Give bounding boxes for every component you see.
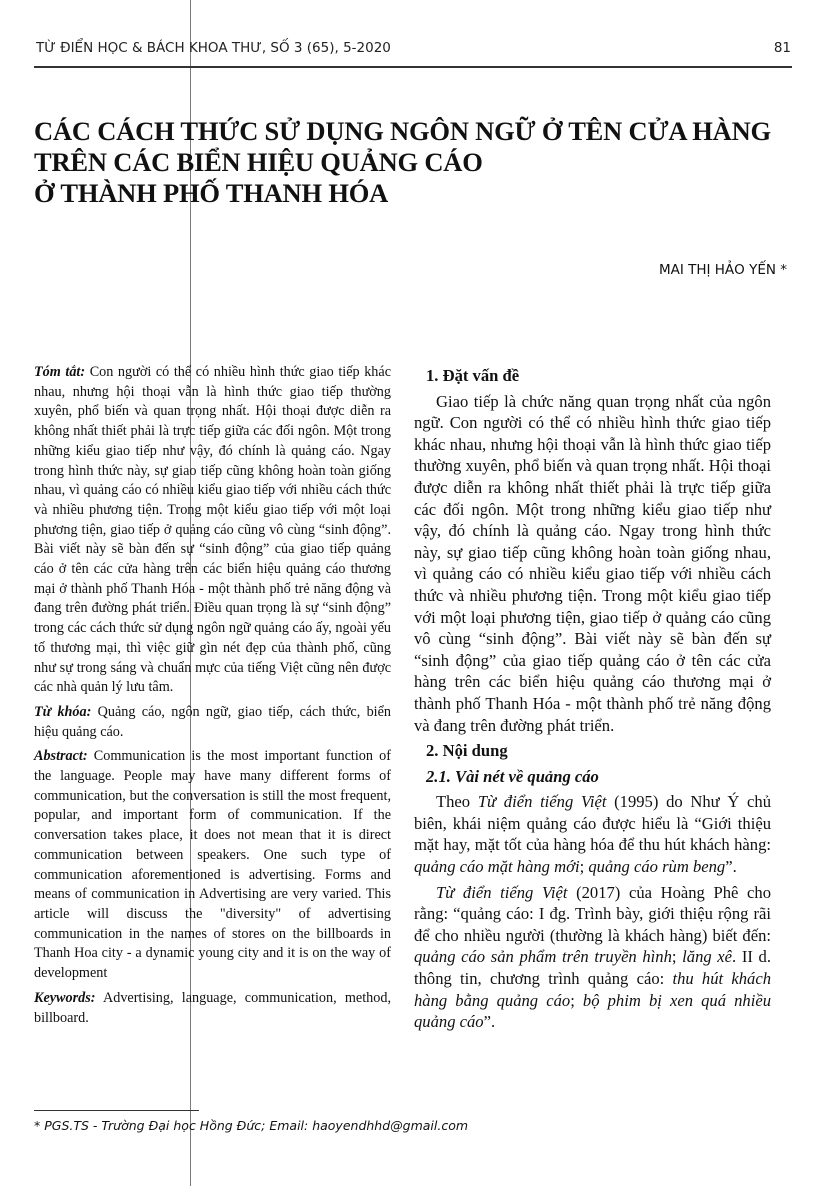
- paragraph: Giao tiếp là chức năng quan trọng nhất của ngôn ngữ. Con người có thể có nhiều hình thức giao tiếp khác nhau, nhưng hội thoại vẫn là hình thức giao tiếp thường xuyên, phổ biến và quan trọng nhất. Hội thoại được diễn ra không nhất thiết phải là trực tiếp giữa các đối ngôn. Một trong những kiểu giao tiếp như vậy, đó chính là quảng cáo. Ngay trong hình thức này, sự giao tiếp cũng không hoàn toàn giống nhau, vì quảng cáo có nhiều kiểu giao tiếp với nhiều cách thức và nhiều phương tiện. Trong một kiểu giao tiếp với một loại phương tiện, giao tiếp ở quảng cáo cũng vô cùng “sinh động”. Bài viết này sẽ bàn đến sự “sinh động” của giao tiếp quảng cáo ở tên các cửa hàng trên các biển hiệu quảng cáo thương mại ở thành phố Thanh Hóa - một thành phố trẻ năng động và đang trên đường phát triển.: [414, 391, 771, 735]
- keywords-vi-text: Quảng cáo, ngôn ngữ, giao tiếp, cách thức, biển hiệu quảng cáo.: [34, 703, 391, 740]
- abstract-vi-label: Tóm tắt:: [34, 364, 86, 380]
- keywords-en-text: Advertising, language, communication, method, billboard.: [34, 989, 391, 1026]
- footnote-rule: [34, 1110, 199, 1111]
- running-header: [36, 40, 791, 56]
- header-rule: [34, 66, 792, 68]
- paragraph: [414, 882, 771, 1033]
- text: . II d. thông tin, chương trình quảng cáo:: [414, 947, 771, 989]
- text: ”.: [483, 1012, 496, 1032]
- abstract-en: [34, 747, 391, 983]
- text-italic: Từ điển tiếng Việt: [477, 792, 607, 812]
- abstract-en-text: Communication is the most important function of the language. People may have many different forms of communication, but the conversation is still the most frequent, popular, and important form of communication. If the conversation takes place, it does not mean that it is direct communication between speakers. One such type of communication aforementioned is advertising. Forms and means of communication in Advertising are very varied. This article will discuss the "diversity" of advertising communication in the names of stores on the billboards in Thanh Hoa city - a dynamic young city and it is on the way of development: [34, 748, 391, 982]
- text-italic: Từ điển tiếng Việt: [436, 882, 568, 902]
- text-italic: lăng xê: [682, 947, 733, 967]
- text: Theo: [436, 792, 478, 812]
- keywords-vi: [34, 703, 391, 742]
- journal-name: TỪ ĐIỂN HỌC & BÁCH KHOA THƯ, SỐ 3 (65), 5-2020: [36, 40, 391, 56]
- text-italic: quảng cáo sản phẩm trên truyền hình: [414, 947, 672, 967]
- abstract-vi: [34, 363, 391, 698]
- section-heading: 1. Đặt vấn đề: [426, 366, 520, 385]
- title-line: Ở THÀNH PHỐ THANH HÓA: [34, 178, 389, 208]
- text: ;: [579, 857, 589, 877]
- text: (1995) do Như Ý chủ biên, khái niệm quảng cáo được hiểu là “Giới thiệu mặt hay, mặt tốt của hàng hóa để thu hút khách hàng:: [414, 792, 771, 855]
- body-column: [414, 361, 771, 1037]
- text: ;: [671, 947, 683, 967]
- text: ;: [570, 990, 583, 1010]
- title-line: CÁC CÁCH THỨC SỬ DỤNG NGÔN NGỮ Ở TÊN CỬA HÀNG: [34, 116, 771, 146]
- text-italic: quảng cáo mặt hàng mới: [414, 857, 580, 877]
- text: ”.: [725, 857, 737, 877]
- text-italic: thu hút khách hàng bằng quảng cáo: [414, 969, 771, 1010]
- abstract-en-label: Abstract:: [34, 748, 88, 765]
- footnote: * PGS.TS - Trường Đại học Hồng Đức; Email: haoyendhhd@gmail.com: [34, 1118, 469, 1133]
- abstract-vi-text: Con người có thể có nhiều hình thức giao tiếp khác nhau, nhưng hội thoại vẫn là hình thức giao tiếp thường xuyên, phổ biến và quan trọng nhất. Hội thoại được diễn ra không nhất thiết phải là trực tiếp giữa các đối ngôn. Một trong những kiểu giao tiếp như vậy, đó chính là quảng cáo. Ngay trong hình thức này, sự giao tiếp cũng không hoàn toàn giống nhau, vì quảng cáo có nhiều kiểu giao tiếp với nhiều cách thức và nhiều phương tiện. Trong một kiểu giao tiếp với một loại phương tiện, giao tiếp ở quảng cáo cũng vô cùng “sinh động”. Bài viết này sẽ bàn đến sự “sinh động” của giao tiếp quảng cáo ở tên các cửa hàng trên các biển hiệu quảng cáo thương mại ở thành phố Thanh Hóa - một thành phố trẻ năng động và đang trên đường phát triển. Điều quan trọng là sự “sinh động” trong các cách thức sử dụng ngôn ngữ quảng cáo ấy, ngoài yếu tố thương mại, thì việc giữ gìn nét đẹp của thành phố, cũng như sự trong sáng và chuẩn mực của tiếng Việt cũng nên được các nhà quản lý lưu tâm.: [34, 364, 391, 696]
- author: MAI THỊ HẢO YẾN *: [658, 262, 787, 278]
- keywords-vi-label: Từ khóa:: [34, 703, 92, 720]
- text-italic: quảng cáo rùm beng: [588, 857, 726, 877]
- text: (2017) của Hoàng Phê cho rằng: “quảng cáo: I đg. Trình bày, giới thiệu rộng rãi để cho nhiều người (thường là khách hàng) biết đến:: [414, 882, 771, 945]
- text-italic: bộ phim bị xen quá nhiều quảng cáo: [414, 990, 771, 1032]
- subsection-heading: 2.1. Vài nét về quảng cáo: [426, 766, 599, 786]
- keywords-en: [34, 989, 391, 1028]
- keywords-en-label: Keywords:: [34, 989, 96, 1006]
- paragraph: [414, 791, 771, 877]
- title-line: TRÊN CÁC BIỂN HIỆU QUẢNG CÁO: [34, 147, 483, 177]
- section-heading: 2. Nội dung: [426, 741, 508, 761]
- page-number: 81: [773, 40, 791, 56]
- article-title: [34, 116, 804, 209]
- abstract-column: [34, 363, 391, 1033]
